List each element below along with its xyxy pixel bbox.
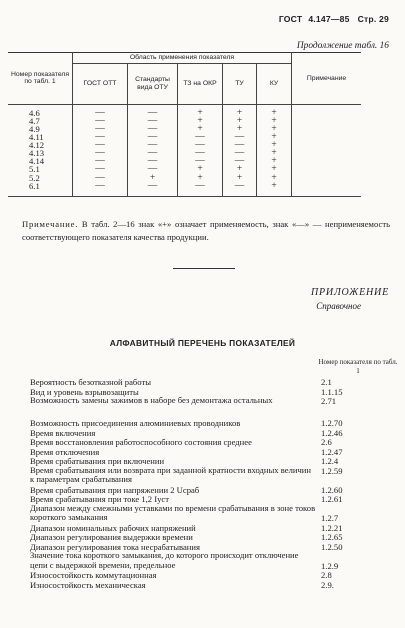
- index-ref: 1.2.70: [321, 418, 343, 428]
- cell-gost-ott: —: [73, 157, 128, 165]
- cell-ku: +: [257, 174, 292, 182]
- index-heading: АЛФАВИТНЫЙ ПЕРЕЧЕНЬ ПОКАЗАТЕЛЕЙ: [109, 338, 296, 348]
- cell-note: [292, 174, 362, 182]
- list-item: [30, 428, 398, 438]
- cell-otu: —: [128, 125, 178, 133]
- index-term: Возможность замены зажимов в наборе без демонтажа остальных: [30, 395, 273, 405]
- cell-note: [292, 165, 362, 173]
- index-ref: 1.2.50: [321, 541, 343, 552]
- list-item: [30, 523, 398, 533]
- cell-tz-okr: +: [178, 165, 223, 173]
- page-number: Стр. 29: [357, 14, 389, 24]
- index-ref: 1.2.7: [321, 513, 339, 523]
- cell-tz-okr: +: [178, 117, 223, 125]
- index-term: Вид и уровень взрывозащиты: [30, 386, 139, 397]
- table-continuation-label: Продолжение табл. 16: [296, 41, 389, 51]
- cell-note: [292, 117, 362, 125]
- list-item: [30, 447, 398, 457]
- cell-tu: +: [223, 174, 257, 182]
- cell-gost-ott: —: [73, 174, 128, 182]
- cell-gost-ott: —: [73, 133, 128, 141]
- index-term: Диапазон регулирования выдержки времени: [30, 532, 193, 542]
- list-item: [30, 485, 398, 495]
- table-row: [8, 117, 361, 125]
- note-label: Примечание.: [22, 219, 79, 229]
- table-row: [8, 104, 361, 117]
- table-note: [22, 218, 390, 243]
- header-gost-ott: ГОСТ ОТТ: [73, 63, 128, 104]
- cell-note: [292, 141, 362, 149]
- index-ref: 2.9.: [321, 579, 334, 590]
- cell-ku: +: [257, 125, 292, 133]
- cell-gost-ott: —: [73, 141, 128, 149]
- list-item: [30, 466, 398, 485]
- row-id: 4.14: [8, 157, 73, 165]
- list-item: [30, 377, 398, 387]
- appendix-title: ПРИЛОЖЕНИЕ: [311, 287, 389, 298]
- cell-tz-okr: +: [178, 125, 223, 133]
- cell-tz-okr: —: [178, 141, 223, 149]
- cell-note: [292, 133, 362, 141]
- cell-note: [292, 149, 362, 157]
- index-ref: 1.2.60: [321, 484, 343, 495]
- row-id: 4.6: [8, 104, 73, 117]
- cell-tz-okr: —: [178, 157, 223, 165]
- header-otu-standards: Стандарты вида ОТУ: [128, 63, 178, 104]
- appendix-subtitle: Справочное: [316, 301, 361, 311]
- cell-note: [292, 157, 362, 165]
- index-ref: 1.2.59: [321, 465, 343, 476]
- index-term: Время отключения: [30, 446, 100, 457]
- cell-gost-ott: —: [73, 165, 128, 173]
- table-row: [8, 165, 361, 173]
- cell-tu: —: [223, 182, 257, 197]
- index-term: Износостойкость механическая: [30, 579, 146, 590]
- cell-tz-okr: —: [178, 149, 223, 157]
- index-ref: 2.71: [321, 396, 337, 406]
- row-id: 4.12: [8, 141, 73, 149]
- cell-gost-ott: —: [73, 125, 128, 133]
- row-id: 5.2: [8, 174, 73, 182]
- cell-tu: +: [223, 104, 257, 117]
- index-ref: 1.2.9: [321, 560, 339, 571]
- table-row: [8, 174, 361, 182]
- header-application-area: Область применения показателя: [73, 53, 292, 64]
- cell-otu: —: [128, 133, 178, 141]
- list-item: [30, 418, 398, 428]
- index-term: Время срабатывания при токе 1,2 Iуст: [30, 494, 169, 504]
- index-term: Время срабатывания при включении: [30, 456, 165, 466]
- list-item: [30, 551, 398, 570]
- cell-tz-okr: +: [178, 174, 223, 182]
- row-id: 4.13: [8, 149, 73, 157]
- header-ku: КУ: [257, 63, 292, 104]
- index-ref: 2.8: [321, 570, 332, 580]
- index-term: Время срабатывания или возврата при заданной кратности входных величин к параметрам срабатывания: [30, 464, 311, 484]
- cell-tu: —: [223, 149, 257, 157]
- list-item: [30, 437, 398, 447]
- page-header: [279, 14, 389, 24]
- index-ref: 1.2.65: [321, 532, 343, 542]
- cell-tz-okr: —: [178, 182, 223, 197]
- table-row: [8, 133, 361, 141]
- row-id: 4.7: [8, 117, 73, 125]
- cell-ku: +: [257, 157, 292, 165]
- row-id: 6.1: [8, 182, 73, 197]
- index-ref: 1.1.15: [321, 386, 343, 397]
- cell-tu: —: [223, 157, 257, 165]
- row-id: 4.9: [8, 125, 73, 133]
- note-text: В табл. 2—16 знак «+» означает применяемость, знак «—» — неприменяемость соответствующего показателя качества продукции.: [22, 219, 390, 242]
- index-list: [30, 377, 398, 589]
- cell-otu: —: [128, 165, 178, 173]
- index-ref: 1.2.47: [321, 446, 343, 457]
- header-tz-okr: ТЗ на ОКР: [178, 63, 223, 104]
- list-item: [30, 570, 398, 580]
- section-divider: [173, 268, 235, 269]
- row-id: 5.1: [8, 165, 73, 173]
- cell-ku: +: [257, 141, 292, 149]
- table-row: [8, 125, 361, 133]
- cell-tz-okr: —: [178, 133, 223, 141]
- index-term: Значение тока короткого замыкания, до которого происходит отключение цепи с выдержкой времени, предельное: [30, 550, 299, 570]
- cell-note: [292, 104, 362, 117]
- table-row: [8, 141, 361, 149]
- index-term: Вероятность безотказной работы: [30, 377, 151, 387]
- index-term: Возможность присоединения алюминиевых проводников: [30, 418, 241, 428]
- index-term: Диапазон номинальных рабочих напряжений: [30, 522, 196, 533]
- index-ref: 2.1: [321, 377, 332, 387]
- cell-otu: —: [128, 157, 178, 165]
- cell-note: [292, 182, 362, 197]
- cell-otu: —: [128, 149, 178, 157]
- cell-ku: +: [257, 133, 292, 141]
- index-ref: 1.2.61: [321, 494, 343, 504]
- table-row: [8, 149, 361, 157]
- row-id: 4.11: [8, 133, 73, 141]
- cell-tz-okr: +: [178, 104, 223, 117]
- index-term: Время восстановления работоспособного состояния среднее: [30, 437, 252, 447]
- list-item: [30, 396, 398, 415]
- index-ref: 1.2.46: [321, 427, 343, 438]
- cell-gost-ott: —: [73, 149, 128, 157]
- index-ref: 1.2.21: [321, 522, 343, 533]
- header-tu: ТУ: [223, 63, 257, 104]
- cell-note: [292, 125, 362, 133]
- cell-otu: —: [128, 182, 178, 197]
- cell-ku: +: [257, 104, 292, 117]
- index-term: Время включения: [30, 427, 96, 438]
- cell-otu: —: [128, 104, 178, 117]
- cell-gost-ott: —: [73, 117, 128, 125]
- cell-ku: +: [257, 149, 292, 157]
- index-ref: 1.2.4: [321, 456, 339, 466]
- list-item: [30, 580, 398, 590]
- cell-tu: —: [223, 141, 257, 149]
- applicability-table: [8, 52, 361, 197]
- table-row: [8, 157, 361, 165]
- list-item: [30, 532, 398, 542]
- index-term: Износостойкость коммутационная: [30, 570, 157, 580]
- table-row: [8, 182, 361, 197]
- cell-ku: +: [257, 182, 292, 197]
- cell-gost-ott: —: [73, 104, 128, 117]
- cell-tu: +: [223, 165, 257, 173]
- cell-tu: —: [223, 133, 257, 141]
- index-term: Время срабатывания при напряжении 2 Uсраб: [30, 484, 200, 495]
- index-ref: 2.6: [321, 437, 332, 447]
- cell-ku: +: [257, 165, 292, 173]
- cell-tu: +: [223, 117, 257, 125]
- cell-otu: —: [128, 117, 178, 125]
- standard-number: 4.147—85: [308, 14, 350, 24]
- index-term: Диапазон между смежными уставками по времени срабатывания в зоне токов короткого замыкания: [30, 502, 316, 522]
- cell-otu: —: [128, 141, 178, 149]
- cell-otu: +: [128, 174, 178, 182]
- cell-gost-ott: —: [73, 182, 128, 197]
- cell-tu: +: [223, 125, 257, 133]
- header-note: Примечание: [292, 53, 362, 105]
- cell-ku: +: [257, 117, 292, 125]
- index-term: Диапазон регулирования тока несрабатывания: [30, 541, 200, 552]
- header-param-number: Номер показателя по табл. 1: [8, 53, 73, 105]
- list-item: [30, 504, 398, 523]
- standard-label: ГОСТ: [278, 14, 303, 24]
- index-column-header: Номер показателя по табл. 1: [318, 358, 398, 375]
